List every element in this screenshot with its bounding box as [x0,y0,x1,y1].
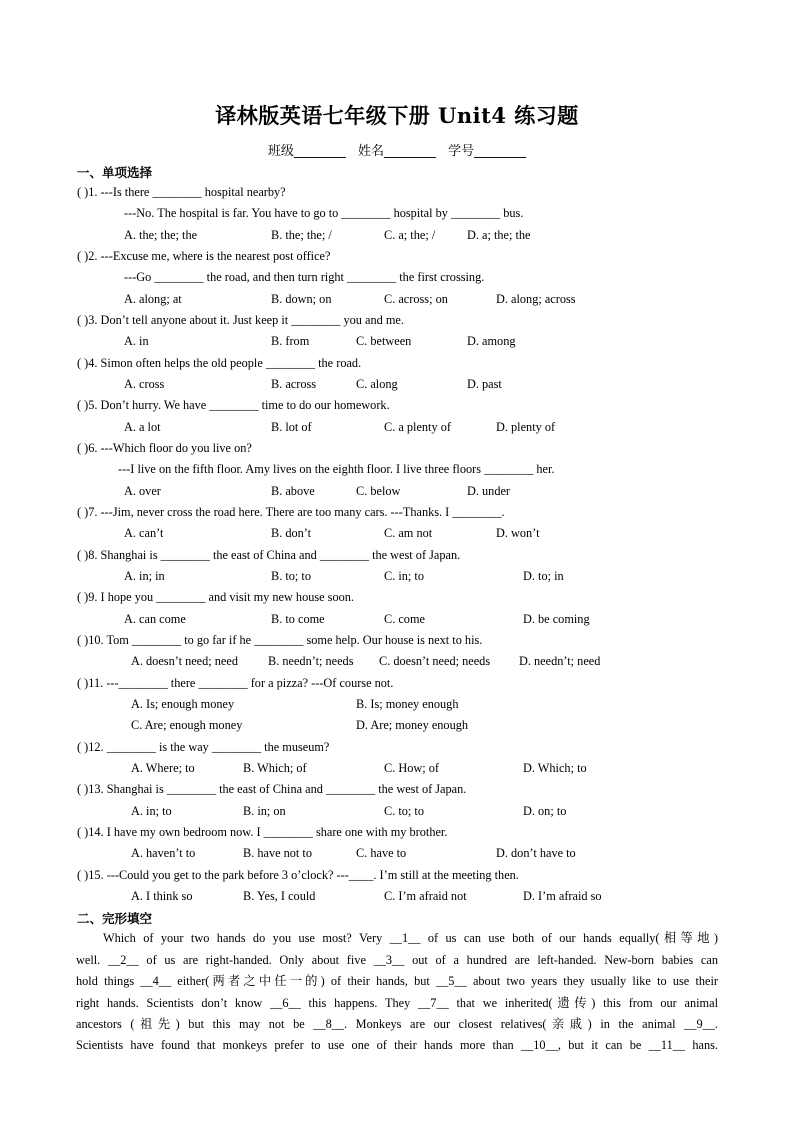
question-stem: ( )11. ---________ there ________ for a pizza? ---Of course not. [77,676,394,690]
option-b: B. above [271,484,315,498]
option-b: B. to come [271,612,325,626]
question-stem-continued: ---I live on the fifth floor. Amy lives on the eighth floor. I live three floors ________ her. [118,462,555,476]
option-c: C. in; to [384,569,424,583]
option-d: D. don’t have to [496,846,576,860]
question-stem: ( )9. I hope you ________ and visit my new house soon. [77,590,354,604]
option-c: C. have to [356,846,407,860]
option-c: C. to; to [384,804,424,818]
question-stem: ( )7. ---Jim, never cross the road here. There are too many cars. ---Thanks. I ________. [77,505,505,519]
option-b: B. have not to [243,846,312,860]
option-d: D. to; in [523,569,564,583]
question-stem: ( )12. ________ is the way ________ the museum? [77,740,330,754]
option-b: B. in; on [243,804,286,818]
option-c: C. a; the; / [384,228,436,242]
question-stem: ( )6. ---Which floor do you live on? [77,441,252,455]
option-c: C. below [356,484,401,498]
question-stem: ( )15. ---Could you get to the park before 3 o’clock? ---____. I’m still at the meeting then. [77,868,519,882]
question-stem: ( )4. Simon often helps the old people ________ the road. [77,356,362,370]
option-a: A. in; in [124,569,165,583]
question-stem: ( )5. Don’t hurry. We have ________ time to do our homework. [77,398,390,412]
option-d: D. needn’t; need [519,654,601,668]
name-field: 姓名________ [357,144,436,159]
option-b: B. the; the; / [271,228,332,242]
section-heading-cloze: 二、完形填空 [77,911,153,926]
class-field: 班级________ [267,144,346,159]
option-d: D. along; across [496,292,576,306]
question-stem: ( )2. ---Excuse me, where is the nearest post office? [77,249,331,263]
question-stem: ( )10. Tom ________ to go far if he ________ some help. Our house is next to his. [77,633,483,647]
option-a: A. Is; enough money [131,697,235,711]
option-a: A. the; the; the [124,228,198,242]
option-b: B. Which; of [243,761,307,775]
question-stem: ( )3. Don’t tell anyone about it. Just keep it ________ you and me. [77,313,404,327]
option-b: B. lot of [271,420,312,434]
option-d: D. among [467,334,516,348]
option-d: D. I’m afraid so [523,889,602,903]
option-d: D. won’t [496,526,540,540]
option-b: B. across [271,377,317,391]
question-stem: ( )1. ---Is there ________ hospital nearby? [77,185,286,199]
option-a: A. haven’t to [131,846,196,860]
option-c: C. Are; enough money [131,718,243,732]
option-c: C. am not [384,526,433,540]
passage-line: ancestors (祖先) but this may not be __8__. Monkeys are our closest relatives(亲戚) in the animal __9__. [76,1017,718,1031]
passage-line: well. __2__ of us are right-handed. Only about five __3__ out of a hundred are left-handed. New-born babies can [76,953,718,967]
option-d: D. under [467,484,511,498]
option-c: C. across; on [384,292,448,306]
question-stem-continued: ---Go ________ the road, and then turn right ________ the first crossing. [124,270,485,284]
page-title: 译林版英语七年级下册 Unit4 练习题 [215,103,579,128]
option-b: B. from [271,334,310,348]
option-c: C. How; of [384,761,439,775]
question-stem: ( )8. Shanghai is ________ the east of China and ________ the west of Japan. [77,548,461,562]
option-b: B. needn’t; needs [268,654,354,668]
section-heading-multiple-choice: 一、单项选择 [77,165,153,180]
option-d: D. Which; to [523,761,587,775]
option-c: C. come [384,612,425,626]
option-b: B. don’t [271,526,312,540]
option-a: A. in; to [131,804,172,818]
option-c: C. doesn’t need; needs [379,654,491,668]
option-a: A. in [124,334,149,348]
option-c: C. a plenty of [384,420,451,434]
option-b: B. to; to [271,569,311,583]
question-stem: ( )14. I have my own bedroom now. I ________ share one with my brother. [77,825,448,839]
option-b: B. Yes, I could [243,889,316,903]
option-d: D. Are; money enough [356,718,469,732]
question-stem: ( )13. Shanghai is ________ the east of China and ________ the west of Japan. [77,782,467,796]
option-a: A. doesn’t need; need [131,654,238,668]
option-c: C. along [356,377,398,391]
student-info-line [0,140,794,159]
option-a: A. can’t [124,526,164,540]
option-d: D. on; to [523,804,567,818]
passage-line: Scientists have found that monkeys prefer to use one of their hands more than __10__, but it can be __11__ hans. [76,1038,718,1052]
option-a: A. Where; to [131,761,195,775]
option-a: A. cross [124,377,165,391]
option-a: A. along; at [124,292,182,306]
option-b: B. Is; money enough [356,697,459,711]
question-stem-continued: ---No. The hospital is far. You have to go to ________ hospital by ________ bus. [124,206,524,220]
option-d: D. plenty of [496,420,556,434]
option-c: C. I’m afraid not [384,889,467,903]
passage-line: hold things __4__ either(两者之中任一的) of their hands, but __5__ about two years they usually like to use their [76,974,718,988]
option-a: A. I think so [131,889,193,903]
option-a: A. a lot [124,420,161,434]
option-a: A. can come [124,612,186,626]
passage-line: Which of your two hands do you use most? Very __1__ of us can use both of our hands equally(相等地) [103,931,718,945]
student-id-field: 学号________ [448,144,527,159]
passage-line: right hands. Scientists don’t know __6__ this happens. They __7__ that we inherited(遗传) this from our animal [76,996,718,1010]
option-b: B. down; on [271,292,332,306]
option-d: D. past [467,377,502,391]
option-c: C. between [356,334,412,348]
option-d: D. a; the; the [467,228,531,242]
option-d: D. be coming [523,612,590,626]
option-a: A. over [124,484,161,498]
